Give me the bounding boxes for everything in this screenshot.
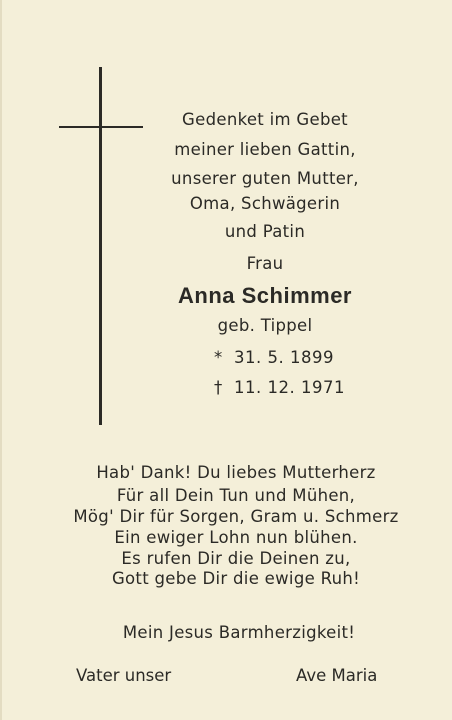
poem-line-2: Für all Dein Tun und Mühen, <box>116 486 356 505</box>
death-cross-symbol: † <box>214 378 223 397</box>
prayer-vater-unser: Vater unser <box>76 666 172 685</box>
cross-vertical-bar <box>99 67 102 425</box>
cross-horizontal-bar <box>59 126 143 128</box>
poem-line-5: Es rufen Dir die Deinen zu, <box>121 549 351 568</box>
header-line-3: unserer guten Mutter, <box>171 169 359 188</box>
death-date-line <box>214 378 345 397</box>
poem-line-4: Ein ewiger Lohn nun blühen. <box>114 528 358 547</box>
header-line-1: Gedenket im Gebet <box>182 110 348 129</box>
title-frau: Frau <box>246 254 284 273</box>
poem-line-6: Gott gebe Dir die ewige Ruh! <box>111 569 361 588</box>
poem-line-3: Mög' Dir für Sorgen, Gram u. Schmerz <box>73 507 399 526</box>
birth-symbol: * <box>214 348 223 367</box>
death-date: 11. 12. 1971 <box>234 378 345 397</box>
poem-line-1: Hab' Dank! Du liebes Mutterherz <box>96 463 376 482</box>
maiden-name: geb. Tippel <box>217 316 313 335</box>
header-line-5: und Patin <box>224 222 306 241</box>
invocation: Mein Jesus Barmherzigkeit! <box>122 623 356 642</box>
header-line-4: Oma, Schwägerin <box>189 194 341 213</box>
birth-date-line <box>214 348 334 367</box>
birth-date: 31. 5. 1899 <box>234 348 334 367</box>
card-edge <box>0 0 2 720</box>
prayer-ave-maria: Ave Maria <box>296 666 378 685</box>
deceased-name: Anna Schimmer <box>178 283 352 308</box>
header-line-2: meiner lieben Gattin, <box>174 140 356 159</box>
